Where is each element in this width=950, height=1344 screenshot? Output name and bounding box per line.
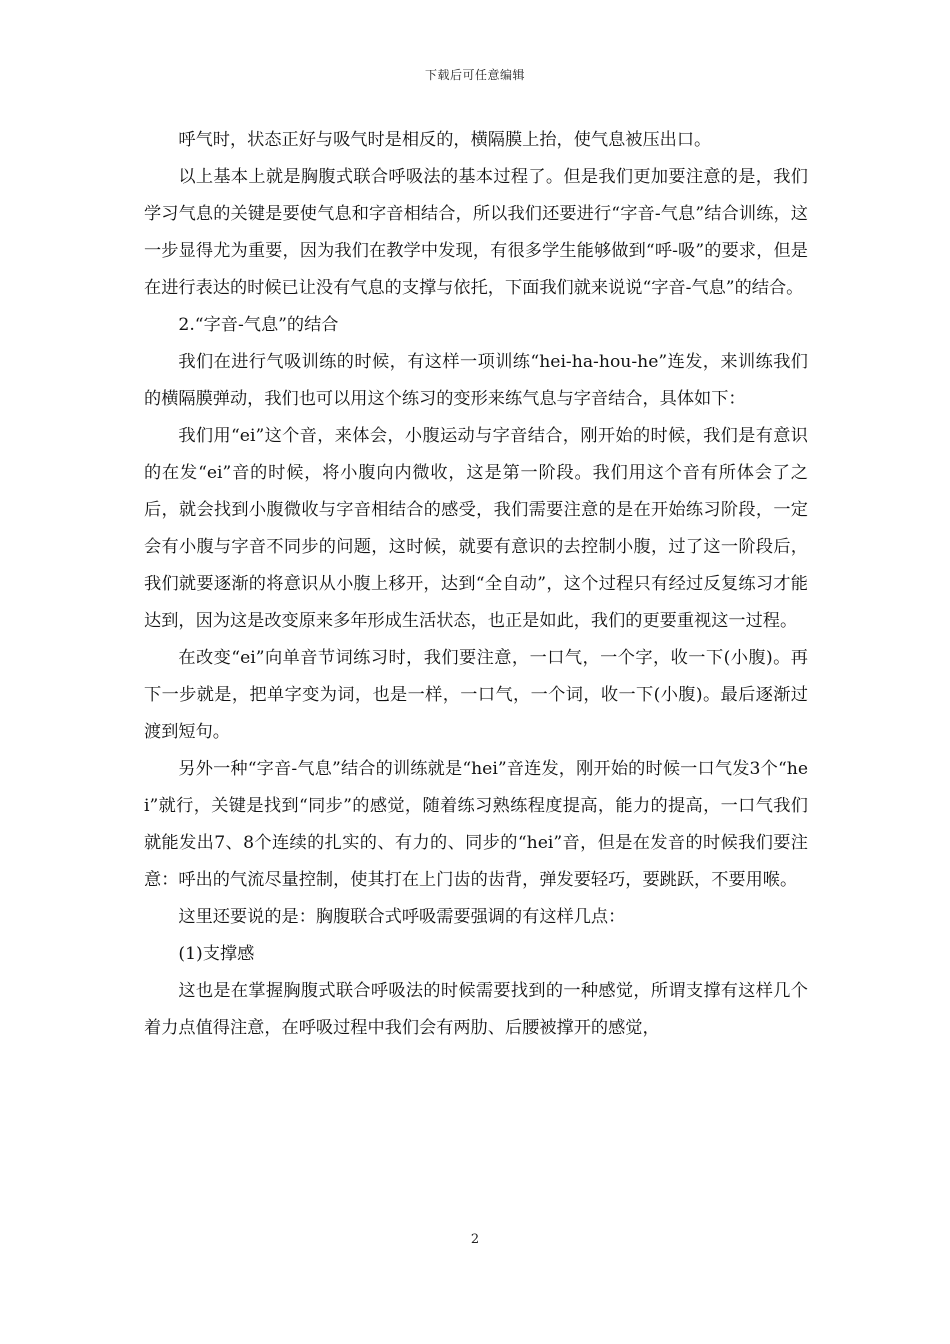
paragraph-training-intro: 我们在进行气吸训练的时候，有这样一项训练“hei-ha-hou-he”连发，来训练我们的横隔膜弹动，我们也可以用这个练习的变形来练气息与字音结合，具体如下： [144,352,808,409]
paragraph-exhale: 呼气时，状态正好与吸气时是相反的，横隔膜上抬，使气息被压出口。 [178,130,712,150]
page-number: 2 [470,1232,480,1247]
paragraph-breathing-summary: 以上基本上就是胸腹式联合呼吸法的基本过程了。但是我们更加要注意的是，我们学习气息的关键是要使气息和字音相结合，所以我们还要进行“字音-气息”结合训练，这一步显得尤为重要，因为我们在教学中发现，有很多学生能够做到“呼-吸”的要求，但是在进行表达的时候已让没有气息的支撑与依托，下面我们就来说说“字音-气息”的结合。 [144,167,808,298]
document-body [144,122,808,1047]
section-heading-sound-breath: 2.“字音-气息”的结合 [178,315,339,335]
paragraph-support-feeling: 这也是在掌握胸腹式联合呼吸法的时候需要找到的一种感觉，所谓支撑有这样几个着力点值得注意，在呼吸过程中我们会有两肋、后腰被撑开的感觉， [144,981,808,1038]
subheading-support: (1)支撑感 [178,944,255,964]
paragraph-key-points: 这里还要说的是：胸腹联合式呼吸需要强调的有这样几点： [178,907,626,927]
page-header-note: 下载后可任意编辑 [424,68,525,82]
paragraph-ei-practice: 我们用“ei”这个音，来体会，小腹运动与字音结合，刚开始的时候，我们是有意识的在发“ei”音的时候，将小腹向内微收，这是第一阶段。我们用这个音有所体会了之后，就会找到小腹微收与字音相结合的感受，我们需要注意的是在开始练习阶段，一定会有小腹与字音不同步的问题，这时候，就要有意识的去控制小腹，过了这一阶段后，我们就要逐渐的将意识从小腹上移开，达到“全自动”，这个过程只有经过反复练习才能达到，因为这是改变原来多年形成生活状态，也正是如此，我们的更要重视这一过程。 [144,426,808,631]
paragraph-hei-training: 另外一种“字音-气息”结合的训练就是“hei”音连发，刚开始的时候一口气发3个“hei”就行，关键是找到“同步”的感觉，随着练习熟练程度提高，能力的提高，一口气我们就能发出7、8个连续的扎实的、有力的、同步的“hei”音，但是在发音的时候我们要注意：呼出的气流尽量控制，使其打在上门齿的齿背，弹发要轻巧，要跳跃，不要用喉。 [144,759,808,890]
paragraph-single-syllable: 在改变“ei”向单音节词练习时，我们要注意，一口气，一个字，收一下(小腹)。再下一步就是，把单字变为词，也是一样，一口气，一个词，收一下(小腹)。最后逐渐过渡到短句。 [144,648,808,742]
